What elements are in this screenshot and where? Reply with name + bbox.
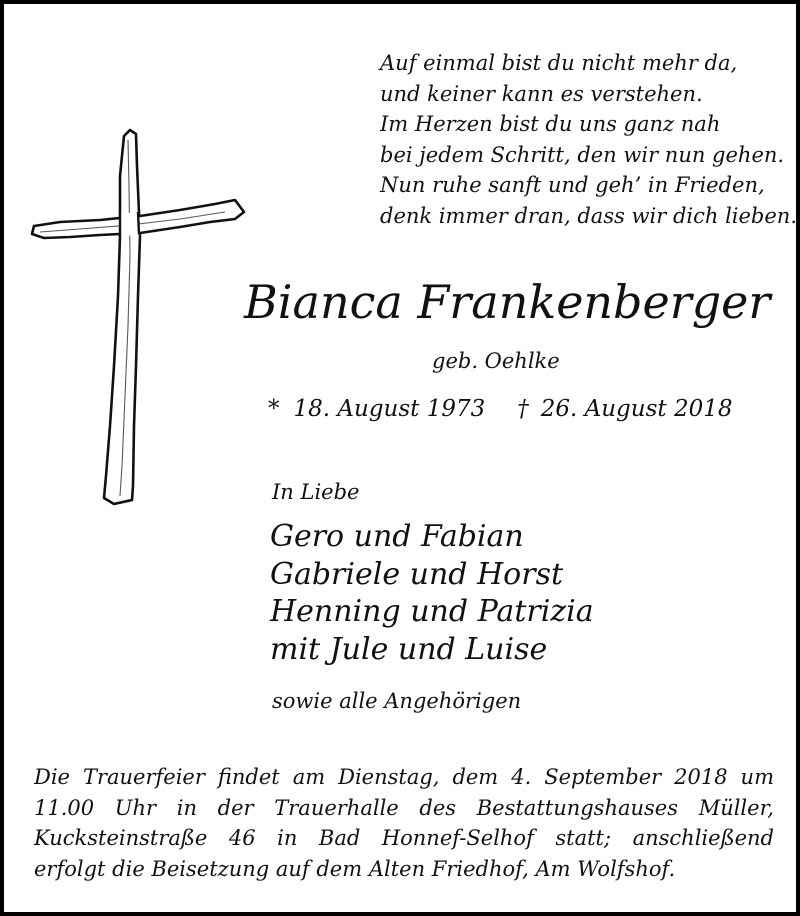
death-date: 26. August 2018	[540, 396, 733, 422]
ceremony-line: erfolgt die Beisetzung auf dem Alten Friedhof, Am Wolfshof.	[34, 856, 676, 881]
mourner-name: Henning und Patrizia	[270, 594, 594, 629]
mourner-name: mit Jule und Luise	[270, 631, 548, 667]
mourners-intro: In Liebe	[272, 480, 360, 504]
deceased-name: Bianca Frankenberger	[244, 275, 771, 329]
life-dates	[268, 393, 733, 425]
ceremony-info	[34, 762, 774, 884]
poem-line: und keiner kann es verstehen.	[380, 81, 703, 106]
ceremony-line: Kucksteinstraße 46 in Bad Honnef-Selhof statt; anschließend	[34, 826, 774, 850]
maiden-name: geb. Oehlke	[432, 349, 560, 373]
poem	[380, 48, 797, 231]
ceremony-line: 11.00 Uhr in der Trauerhalle des Bestattungshauses Müller,	[34, 795, 774, 820]
poem-line: Nun ruhe sanft und geh’ in Frieden,	[380, 173, 765, 197]
mourners-list	[270, 518, 594, 668]
birth-date: 18. August 1973	[293, 396, 486, 422]
poem-line: Auf einmal bist du nicht mehr da,	[380, 51, 738, 75]
poem-line: bei jedem Schritt, den wir nun gehen.	[380, 142, 785, 167]
birth-symbol: *	[268, 396, 280, 422]
death-symbol: †	[517, 396, 529, 422]
mourner-name: Gero und Fabian	[270, 519, 524, 554]
cross-icon	[30, 126, 250, 508]
relatives-note: sowie alle Angehörigen	[272, 689, 522, 713]
poem-line: Im Herzen bist du uns ganz nah	[380, 112, 721, 136]
poem-line: denk immer dran, dass wir dich lieben.	[380, 203, 798, 228]
ceremony-line: Die Trauerfeier findet am Dienstag, dem 4. September 2018 um	[34, 765, 774, 789]
mourner-name: Gabriele und Horst	[270, 556, 564, 592]
